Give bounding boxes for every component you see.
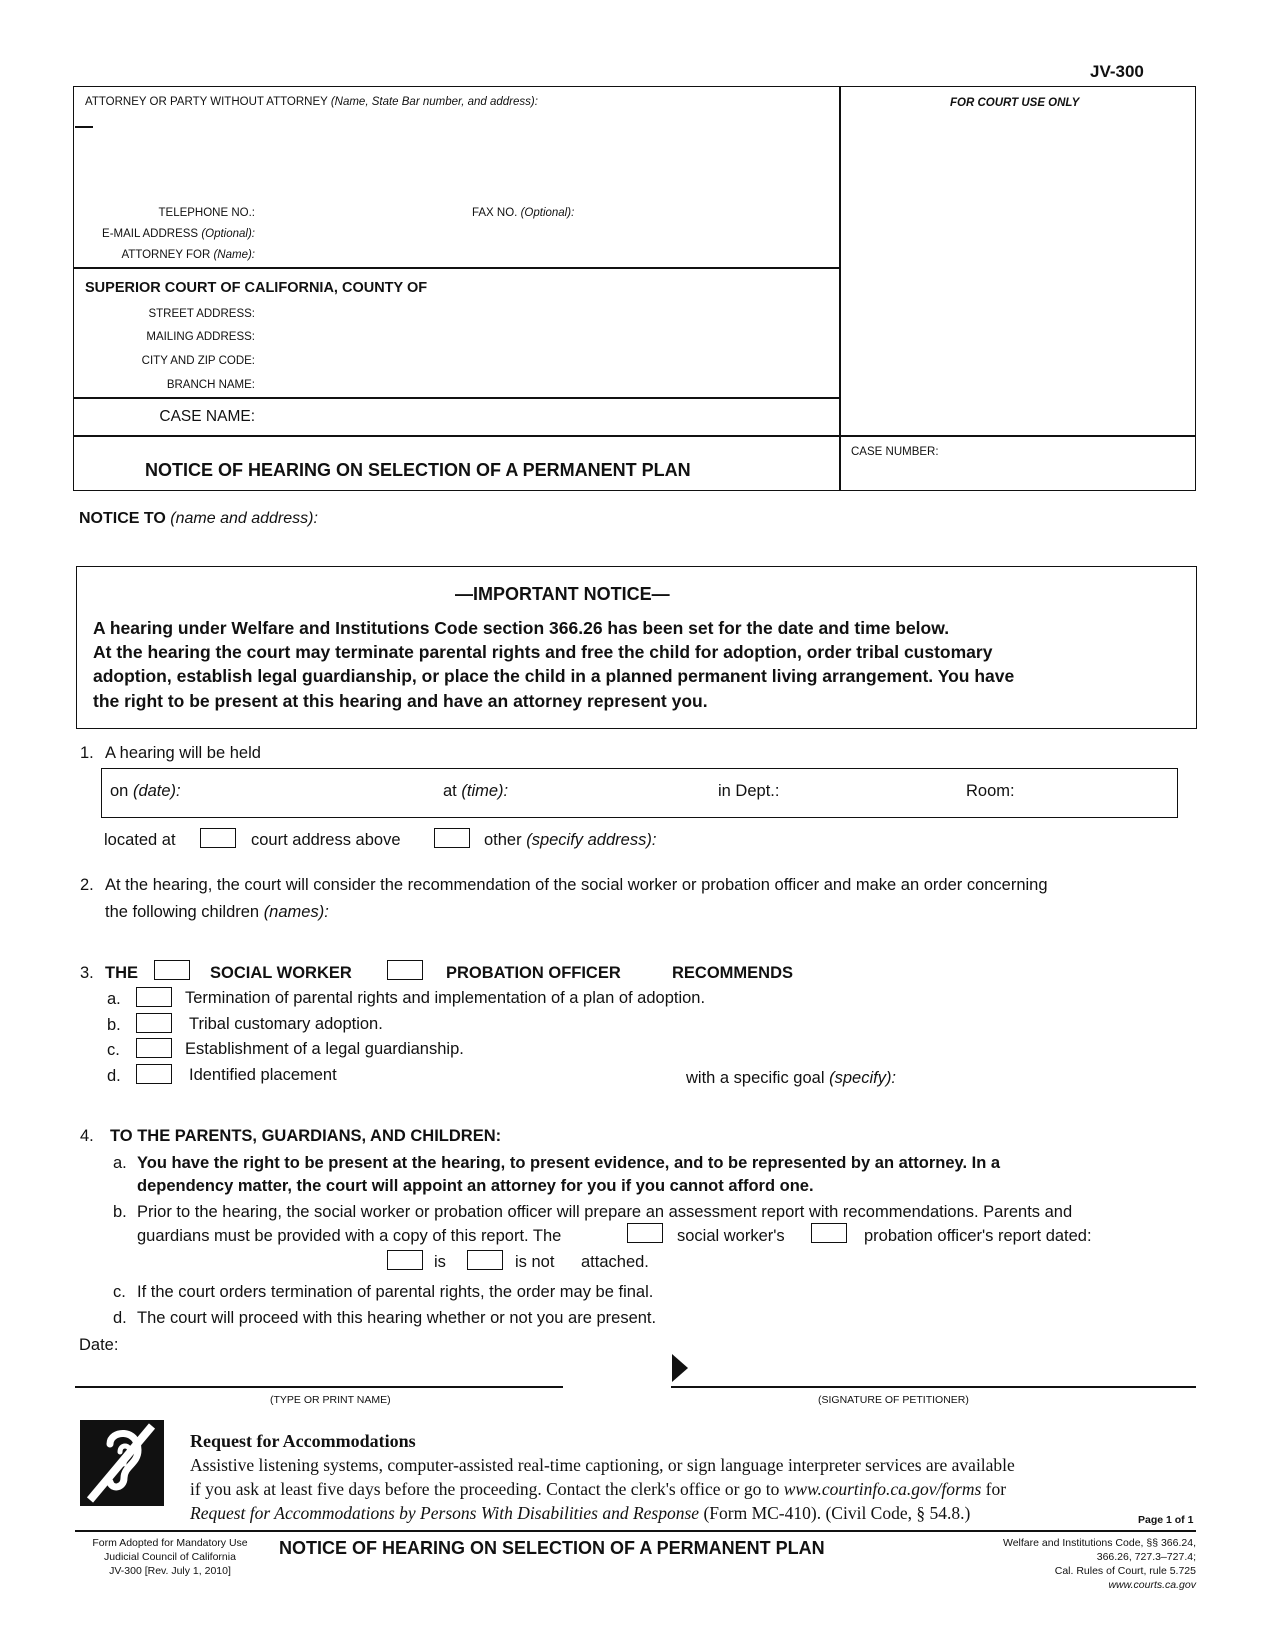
notice-to-note: (name and address): — [170, 510, 318, 527]
accessibility-ear-icon — [80, 1420, 164, 1506]
footer-left-line-3: JV-300 [Rev. July 1, 2010] — [109, 1565, 231, 1577]
court-use-label: FOR COURT USE ONLY — [950, 97, 1080, 109]
hearing-details-box — [101, 768, 1178, 818]
on-note: (date): — [132, 782, 181, 800]
attorney-for-note: (Name): — [213, 249, 255, 261]
caption-divider-attorney — [73, 267, 840, 269]
footer-left — [75, 1536, 265, 1578]
email-label: E-MAIL ADDRESS — [102, 228, 199, 240]
probation-officer-report-checkbox[interactable] — [811, 1223, 847, 1243]
at-note: (time): — [461, 782, 509, 800]
option-a-letter: a. — [107, 990, 121, 1008]
accommodations-line-2-end: for — [985, 1479, 1007, 1499]
located-label: located at — [104, 831, 176, 849]
court-address-checkbox[interactable] — [200, 828, 236, 848]
option-d-text: Identified placement — [189, 1066, 337, 1084]
date-label: Date: — [79, 1336, 119, 1354]
footer-left-line-1: Form Adopted for Mandatory Use — [92, 1537, 248, 1549]
report-is-attached-checkbox[interactable] — [387, 1250, 423, 1270]
attorney-label-note: (Name, State Bar number, and address): — [330, 96, 538, 108]
important-line-1: A hearing under Welfare and Institutions Code section 366.26 has been set for the date and time below. — [93, 618, 950, 638]
caption-divider-title — [73, 435, 1196, 437]
item1-text: A hearing will be held — [105, 744, 261, 762]
item4-c-text: If the court orders termination of parental rights, the order may be final. — [137, 1283, 654, 1301]
court-title: SUPERIOR COURT OF CALIFORNIA, COUNTY OF — [85, 280, 428, 296]
item2-line-2 — [105, 903, 329, 922]
caption-divider-court — [73, 397, 840, 399]
accommodations-title: Request for Accommodations — [190, 1431, 416, 1451]
footer-rule — [75, 1530, 1196, 1532]
page-number: Page 1 of 1 — [1138, 1514, 1194, 1526]
option-c-letter: c. — [107, 1041, 120, 1059]
email-label-note: (Optional): — [201, 228, 255, 240]
form-id: JV-300 — [1090, 62, 1144, 81]
attorney-for-label: ATTORNEY FOR — [121, 249, 211, 261]
branch-label: BRANCH NAME: — [166, 379, 255, 391]
mailing-label: MAILING ADDRESS: — [146, 331, 255, 343]
recommends-label: RECOMMENDS — [672, 964, 794, 982]
item4-a-line-2: dependency matter, the court will appoint an attorney for you if you cannot afford one. — [137, 1177, 814, 1195]
attorney-label: ATTORNEY OR PARTY WITHOUT ATTORNEY — [85, 96, 328, 108]
item4-b-letter: b. — [113, 1203, 127, 1221]
court-address-label: court address above — [251, 831, 401, 849]
hearing-date-field[interactable] — [110, 782, 181, 801]
social-worker-recommends-checkbox[interactable] — [154, 960, 190, 980]
item4-b-line-2: guardians must be provided with a copy of this report. The — [137, 1227, 562, 1245]
print-name-line[interactable] — [75, 1386, 563, 1388]
option-c-text: Establishment of a legal guardianship. — [185, 1040, 464, 1058]
dept-field[interactable]: in Dept.: — [718, 782, 780, 800]
important-line-3: adoption, establish legal guardianship, or place the child in a planned permanent living arrangement. You have — [93, 666, 1015, 686]
accommodations-line-2 — [190, 1479, 1006, 1500]
item3-num: 3. — [80, 964, 94, 982]
accommodations-form-title: Request for Accommodations by Persons With Disabilities and Response — [190, 1503, 700, 1523]
other-note: (specify address): — [526, 831, 657, 849]
courts-website-link[interactable]: www.courts.ca.gov — [1108, 1579, 1196, 1591]
important-line-2: At the hearing the court may terminate parental rights and free the child for adoption, order tribal customary — [93, 642, 993, 662]
notice-to-label: NOTICE TO — [79, 510, 166, 527]
caption-divider-vertical — [839, 86, 841, 491]
accommodations-line-3 — [190, 1503, 970, 1524]
signature-caption: (SIGNATURE OF PETITIONER) — [818, 1394, 969, 1406]
option-b-text: Tribal customary adoption. — [189, 1015, 383, 1033]
other-label: other — [484, 831, 522, 849]
caption-tick — [75, 126, 93, 128]
city-label: CITY AND ZIP CODE: — [141, 355, 255, 367]
option-b-checkbox[interactable] — [136, 1013, 172, 1033]
report-attached-label: attached. — [581, 1253, 649, 1271]
option-a-checkbox[interactable] — [136, 987, 172, 1007]
option-b-letter: b. — [107, 1016, 121, 1034]
telephone-label: TELEPHONE NO.: — [158, 207, 255, 219]
accommodations-line-2-text: if you ask at least five days before the proceeding. Contact the clerk's office or go to — [190, 1479, 780, 1499]
footer-title: NOTICE OF HEARING ON SELECTION OF A PERMANENT PLAN — [279, 1538, 825, 1558]
option-d-letter: d. — [107, 1067, 121, 1085]
signature-line[interactable] — [671, 1386, 1196, 1388]
case-number-label: CASE NUMBER: — [851, 446, 939, 458]
item2-text: the following children — [105, 903, 260, 921]
street-label: STREET ADDRESS: — [148, 308, 255, 320]
specific-goal-row — [686, 1069, 896, 1088]
item4-d-letter: d. — [113, 1309, 127, 1327]
form-title: NOTICE OF HEARING ON SELECTION OF A PERMANENT PLAN — [145, 460, 691, 480]
report-is-label: is — [434, 1253, 446, 1271]
footer-right-line-2: 366.26, 727.3–727.4; — [1096, 1551, 1196, 1563]
social-worker-label: SOCIAL WORKER — [210, 964, 352, 982]
item4-num: 4. — [80, 1127, 94, 1145]
probation-officer-label: PROBATION OFFICER — [446, 964, 621, 982]
option-d-checkbox[interactable] — [136, 1064, 172, 1084]
item4-heading: TO THE PARENTS, GUARDIANS, AND CHILDREN: — [110, 1127, 502, 1145]
item2-line-1: At the hearing, the court will consider the recommendation of the social worker or probation officer and make an order concerning — [105, 876, 1048, 894]
hearing-time-field[interactable] — [443, 782, 508, 801]
item2-num: 2. — [80, 876, 94, 894]
important-line-4: the right to be present at this hearing and have an attorney represent you. — [93, 691, 708, 711]
accommodations-line-1: Assistive listening systems, computer-assisted real-time captioning, or sign language interpreter services are available — [190, 1455, 1015, 1475]
specific-goal-note: (specify): — [829, 1069, 897, 1087]
case-name-label: CASE NAME: — [159, 408, 255, 425]
on-label: on — [110, 782, 129, 800]
attorney-for-row — [60, 249, 255, 261]
at-label: at — [443, 782, 457, 800]
print-name-caption: (TYPE OR PRINT NAME) — [270, 1394, 391, 1406]
social-worker-report-label: social worker's — [677, 1227, 785, 1245]
probation-officer-report-label: probation officer's report dated: — [864, 1227, 1092, 1245]
option-c-checkbox[interactable] — [136, 1038, 172, 1058]
probation-officer-recommends-checkbox[interactable] — [387, 960, 423, 980]
other-address-row — [484, 831, 656, 850]
item3-the: THE — [105, 964, 138, 982]
report-is-not-label: is not — [515, 1253, 555, 1271]
other-address-checkbox[interactable] — [434, 828, 470, 848]
attorney-label-row — [85, 96, 538, 108]
item4-a-letter: a. — [113, 1154, 127, 1172]
notice-to-row — [79, 510, 318, 528]
option-a-text: Termination of parental rights and implementation of a plan of adoption. — [185, 989, 706, 1007]
specific-goal-label: with a specific goal — [686, 1069, 825, 1087]
important-heading: —IMPORTANT NOTICE— — [455, 584, 670, 604]
report-is-not-attached-checkbox[interactable] — [467, 1250, 503, 1270]
forms-link[interactable]: www.courtinfo.ca.gov/forms — [783, 1479, 982, 1499]
item2-note: (names): — [263, 903, 329, 921]
fax-label-note: (Optional): — [520, 207, 575, 219]
fax-label: FAX NO. — [472, 207, 518, 219]
accommodations-line-3-end: (Form MC-410). (Civil Code, § 54.8.) — [703, 1503, 971, 1523]
room-field[interactable]: Room: — [966, 782, 1015, 800]
social-worker-report-checkbox[interactable] — [627, 1223, 663, 1243]
email-label-row — [60, 228, 255, 240]
item4-b-line-1: Prior to the hearing, the social worker or probation officer will prepare an assessment report with recommendations. Parents and — [137, 1203, 1073, 1221]
footer-right — [880, 1536, 1196, 1592]
item4-a-line-1: You have the right to be present at the hearing, to present evidence, and to be represented by an attorney. In a — [137, 1154, 1001, 1172]
footer-left-line-2: Judicial Council of California — [104, 1551, 236, 1563]
signature-arrow-icon — [672, 1354, 688, 1382]
footer-right-line-3: Cal. Rules of Court, rule 5.725 — [1054, 1565, 1196, 1577]
item4-c-letter: c. — [113, 1283, 126, 1301]
item1-num: 1. — [80, 744, 94, 762]
fax-label-row — [472, 207, 574, 219]
footer-right-line-1: Welfare and Institutions Code, §§ 366.24, — [1002, 1537, 1196, 1549]
item4-d-text: The court will proceed with this hearing whether or not you are present. — [137, 1309, 657, 1327]
